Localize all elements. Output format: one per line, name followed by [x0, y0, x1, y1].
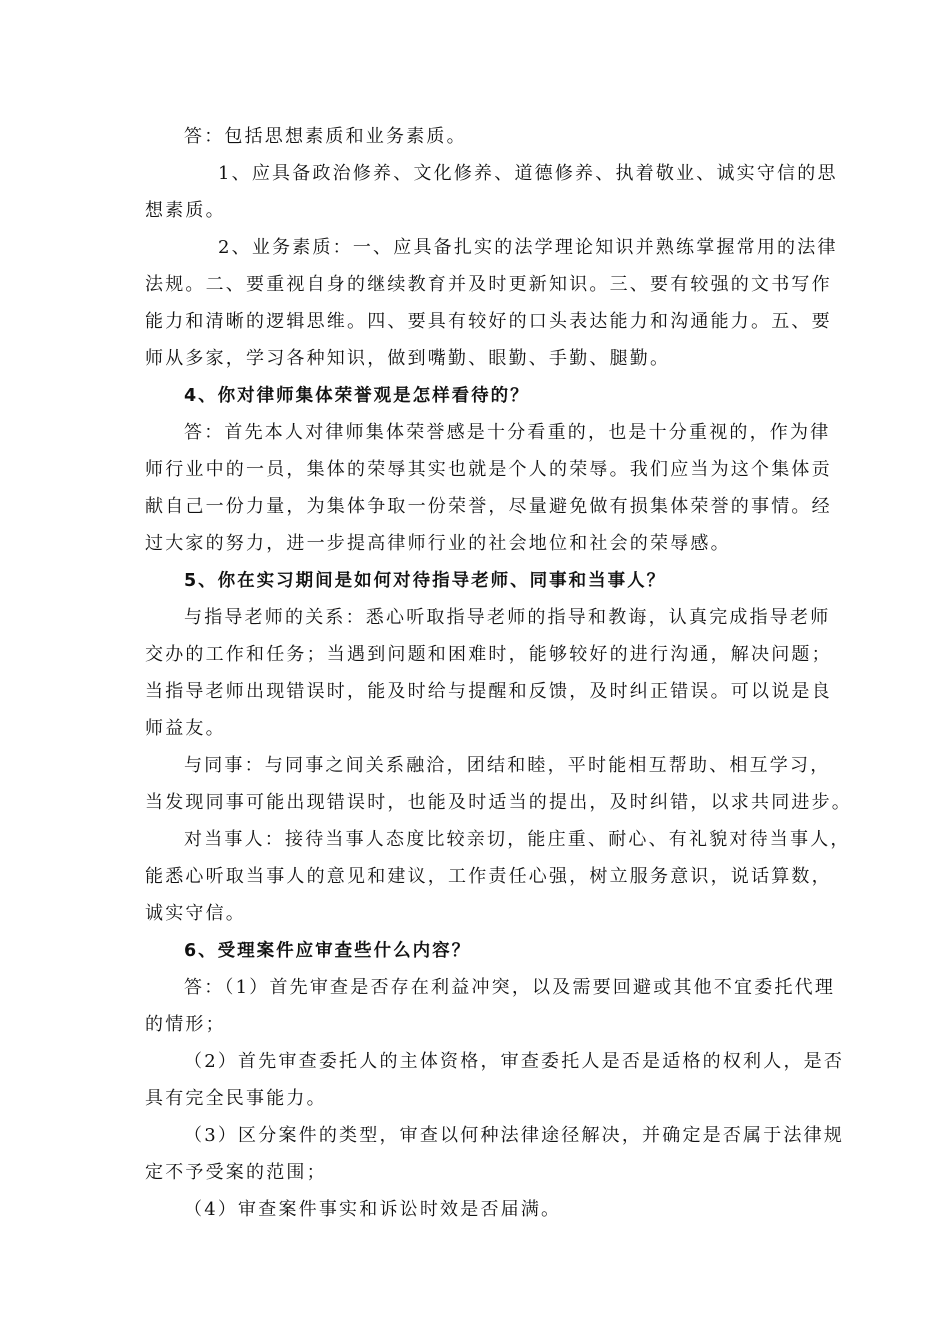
paragraph-line: 过大家的努力，进一步提高律师行业的社会地位和社会的荣辱感。 — [145, 533, 731, 554]
paragraph-line: 能悉心听取当事人的意见和建议，工作责任心强，树立服务意识，说话算数， — [145, 866, 832, 887]
paragraph-line: 法规。二、要重视自身的继续教育并及时更新知识。三、要有较强的文书写作 — [145, 274, 832, 295]
question-heading: 6、受理案件应审查些什么内容？ — [184, 941, 472, 961]
paragraph-line: 定不予受案的范围； — [145, 1162, 327, 1183]
paragraph-line: 师益友。 — [145, 718, 226, 739]
paragraph-line: 能力和清晰的逻辑思维。四、要具有较好的口头表达能力和沟通能力。五、要 — [145, 311, 832, 332]
paragraph-line: 的情形； — [145, 1014, 226, 1035]
paragraph-line: 交办的工作和任务；当遇到问题和困难时，能够较好的进行沟通，解决问题； — [145, 644, 832, 665]
paragraph-line: （3）区分案件的类型，审查以何种法律途径解决，并确定是否属于法律规 — [184, 1125, 845, 1146]
paragraph-line: 具有完全民事能力。 — [145, 1088, 327, 1109]
answer-line: 答：包括思想素质和业务素质。 — [184, 126, 467, 147]
question-heading: 4、你对律师集体荣誉观是怎样看待的？ — [184, 386, 530, 406]
paragraph-line: 与同事：与同事之间关系融洽，团结和睦，平时能相互帮助、相互学习， — [184, 755, 831, 776]
paragraph-line: 与指导老师的关系：悉心听取指导老师的指导和教诲，认真完成指导老师 — [184, 607, 831, 628]
paragraph-line: 对当事人：接待当事人态度比较亲切，能庄重、耐心、有礼貌对待当事人， — [184, 829, 851, 850]
question-heading: 5、你在实习期间是如何对待指导老师、同事和当事人？ — [184, 571, 667, 591]
answer-line: 答：首先本人对律师集体荣誉感是十分看重的，也是十分重视的，作为律 — [184, 422, 831, 443]
paragraph-line: （2）首先审查委托人的主体资格，审查委托人是否是适格的权利人，是否 — [184, 1051, 845, 1072]
paragraph-line: 2、业务素质：一、应具备扎实的法学理论知识并熟练掌握常用的法律 — [218, 237, 838, 258]
paragraph-line: 诚实守信。 — [145, 903, 246, 924]
paragraph-line: 1、应具备政治修养、文化修养、道德修养、执着敬业、诚实守信的思 — [218, 163, 838, 184]
paragraph-line: 献自己一份力量，为集体争取一份荣誉，尽量避免做有损集体荣誉的事情。经 — [145, 496, 832, 517]
paragraph-line: 师行业中的一员，集体的荣辱其实也就是个人的荣辱。我们应当为这个集体贡 — [145, 459, 832, 480]
answer-line: 答：（1）首先审查是否存在利益冲突，以及需要回避或其他不宜委托代理 — [184, 977, 836, 998]
paragraph-line: 当指导老师出现错误时，能及时给与提醒和反馈，及时纠正错误。可以说是良 — [145, 681, 832, 702]
paragraph-line: （4）审查案件事实和诉讼时效是否届满。 — [184, 1199, 562, 1220]
paragraph-line: 想素质。 — [145, 200, 226, 221]
paragraph-line: 当发现同事可能出现错误时，也能及时适当的提出，及时纠错，以求共同进步。 — [145, 792, 852, 813]
paragraph-line: 师从多家，学习各种知识，做到嘴勤、眼勤、手勤、腿勤。 — [145, 348, 671, 369]
